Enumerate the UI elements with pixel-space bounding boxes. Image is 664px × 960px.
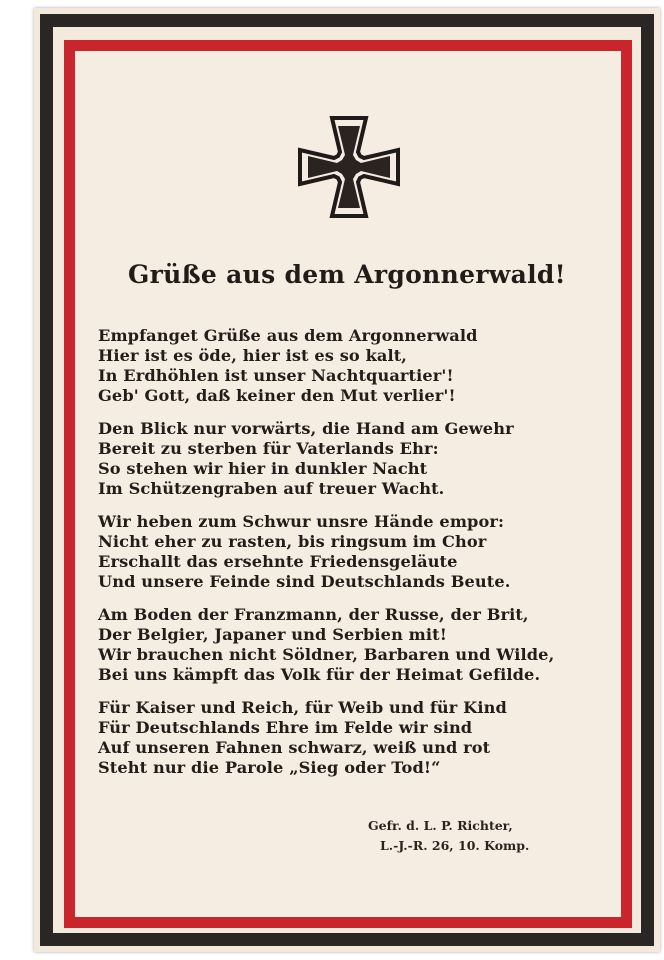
card-title: Grüße aus dem Argonnerwald! [128,260,566,289]
signature-unit: L.-J.-R. 26, 10. Komp. [380,838,530,853]
iron-cross-icon [294,112,404,222]
poem-line: Geb' Gott, daß keiner den Mut verlier'! [98,386,456,405]
poem-line: So stehen wir hier in dunkler Nacht [98,459,428,478]
poem-line: Im Schützengraben auf treuer Wacht. [98,479,445,498]
poem-line: Für Deutschlands Ehre im Felde wir sind [98,718,473,737]
stanza [98,419,608,499]
poem-line: Und unsere Feinde sind Deutschlands Beute. [98,572,511,591]
poem-line: Auf unseren Fahnen schwarz, weiß und rot [98,738,491,757]
poem-line: Wir heben zum Schwur unsre Hände empor: [98,512,505,531]
poem-line: Steht nur die Parole „Sieg oder Tod!“ [98,758,441,777]
poem-line: In Erdhöhlen ist unser Nachtquartier'! [98,366,454,385]
poem [98,326,608,791]
poem-line: Hier ist es öde, hier ist es so kalt, [98,346,408,365]
poem-line: Den Blick nur vorwärts, die Hand am Gewehr [98,419,514,438]
poem-line: Der Belgier, Japaner und Serbien mit! [98,625,447,644]
poem-line: Erschallt das ersehnte Friedensgeläute [98,552,458,571]
stanza [98,512,608,592]
postcard [34,8,660,952]
stanza [98,326,608,406]
signature [354,816,529,856]
poem-line: Bei uns kämpft das Volk für der Heimat Gefilde. [98,665,541,684]
poem-line: Bereit zu sterben für Vaterlands Ehr: [98,439,439,458]
poem-line: Am Boden der Franzmann, der Russe, der Brit, [98,605,529,624]
poem-line: Wir brauchen nicht Söldner, Barbaren und Wilde, [98,645,555,664]
poem-line: Empfanget Grüße aus dem Argonnerwald [98,326,478,345]
stanza [98,605,608,685]
poem-line: Nicht eher zu rasten, bis ringsum im Chor [98,532,487,551]
signature-name: Gefr. d. L. P. Richter, [368,818,513,833]
stanza [98,698,608,778]
poem-line: Für Kaiser und Reich, für Weib und für Kind [98,698,507,717]
